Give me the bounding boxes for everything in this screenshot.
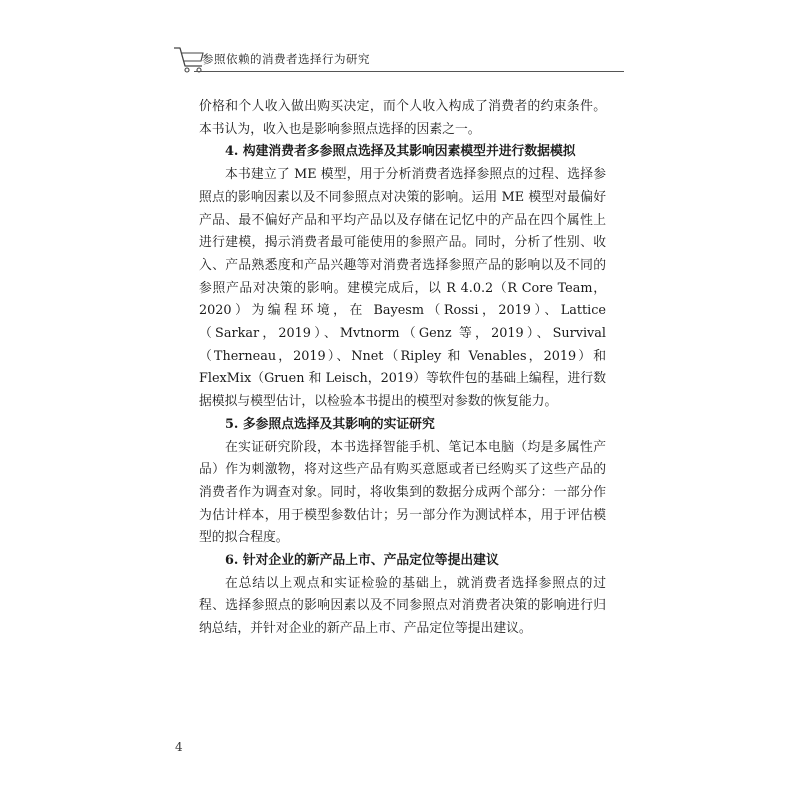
section-heading: 6. 针对企业的新产品上市、产品定位等提出建议 bbox=[225, 553, 499, 569]
section-4 bbox=[199, 141, 606, 413]
shopping-cart-icon bbox=[172, 44, 206, 74]
running-header-title: 参照依赖的消费者选择行为研究 bbox=[202, 52, 370, 66]
section-heading: 4. 构建消费者多参照点选择及其影响因素模型并进行数据模拟 bbox=[225, 144, 576, 160]
running-header bbox=[172, 44, 632, 78]
page-number: 4 bbox=[175, 740, 183, 754]
page-body bbox=[199, 96, 606, 641]
section-paragraph: 在实证研究阶段，本书选择智能手机、笔记本电脑（均是多属性产品）作为刺激物，将对这些产品有购买意愿或者已经购买了这些产品的消费者作为调查对象。同时，将收集到的数据分成两个部分：一部分作为估计样本，用于模型参数估计；另一部分作为测试样本，用于评估模型的拟合程度。 bbox=[199, 439, 606, 546]
section-6 bbox=[199, 550, 606, 641]
header-rule bbox=[194, 71, 624, 72]
section-paragraph: 本书建立了 ME 模型，用于分析消费者选择参照点的过程、选择参照点的影响因素以及不同参照点对决策的影响。运用 ME 模型对最偏好产品、最不偏好产品和平均产品以及存储在记忆中的产品在四个属性上进行建模，揭示消费者最可能使用的参照产品。同时，分析了性别、收入、产品熟悉度和产品兴趣等对消费者选择参照产品的影响以及不同的参照产品对决策的影响。建模完成后，以 R 4.0.2（R Core Team，2020）为编程环境，在 Bayesm（Rossi，2019）、Lattice（Sarkar，2019）、Mvtnorm（Genz 等，2019）、Survival（Therneau，2019）、Nnet（Ripley 和 Venables，2019）和 FlexMix（Gruen 和 Leisch，2019）等软件包的基础上编程，进行数据模拟与模型估计，以检验本书提出的模型对参数的恢复能力。 bbox=[199, 167, 606, 410]
section-paragraph: 在总结以上观点和实证检验的基础上，就消费者选择参照点的过程、选择参照点的影响因素以及不同参照点对消费者决策的影响进行归纳总结，并针对企业的新产品上市、产品定位等提出建议。 bbox=[199, 575, 606, 637]
section-5 bbox=[199, 414, 606, 550]
section-heading: 5. 多参照点选择及其影响的实证研究 bbox=[225, 416, 435, 432]
intro-paragraph: 价格和个人收入做出购买决定，而个人收入构成了消费者的约束条件。本书认为，收入也是影响参照点选择的因素之一。 bbox=[199, 99, 606, 137]
